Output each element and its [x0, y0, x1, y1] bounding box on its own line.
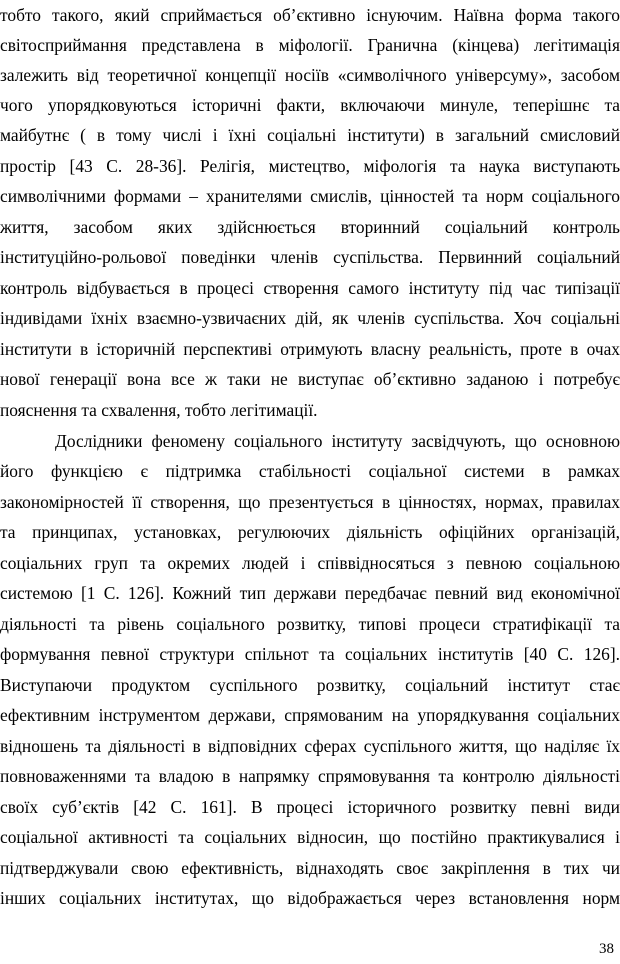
- text-line-19: соціальних груп та окремих людей і співвідносяться з певною соціальною: [0, 553, 620, 573]
- text-line-20: системою [1 С. 126]. Кожний тип держави передбачає певний вид економічної: [0, 583, 620, 603]
- text-line-14: пояснення та схвалення, тобто легітимації.: [0, 400, 318, 420]
- text-line-6: простір [43 С. 28-36]. Релігія, мистецтво, міфологія та наука виступають: [0, 156, 620, 176]
- text-line-28: соціальної активності та соціальних відносин, що постійно практикувалися і: [0, 827, 620, 847]
- text-line-24: ефективним інструментом держави, спрямованим на упорядкування соціальних: [0, 705, 620, 725]
- text-line-12: інститути в історичній перспективі отримують власну реальність, проте в очах: [0, 339, 620, 359]
- text-line-29: підтверджували свою ефективність, віднаходять своє закріплення в тих чи: [0, 858, 620, 878]
- page-number: 38: [599, 941, 614, 957]
- text-line-16: його функцією є підтримка стабільності соціальної системи в рамках: [0, 461, 620, 481]
- text-line-30: інших соціальних інститутах, що відображається через встановлення норм: [0, 888, 620, 908]
- text-line-4: чого упорядковуються історичні факти, включаючи минуле, теперішнє та: [0, 95, 620, 115]
- text-line-1: тобто такого, який сприймається об’єктивно існуючим. Наївна форма такого: [0, 5, 620, 25]
- text-line-5: майбутнє ( в тому числі і їхні соціальні інститути) в загальний смисловий: [0, 125, 620, 145]
- text-line-13: нової генерації вона все ж таки не виступає об’єктивно заданою і потребує: [0, 369, 620, 389]
- text-line-10: контроль відбувається в процесі створення самого інституту під час типізації: [0, 278, 620, 298]
- text-line-26: повноваженнями та владою в напрямку спрямовування та контролю діяльності: [0, 766, 620, 786]
- text-line-11: індивідами їхніх взаємно-узвичаєних дій, як членів суспільства. Хоч соціальні: [0, 308, 620, 328]
- text-line-18: та принципах, установках, регулюючих діяльність офіційних організацій,: [0, 522, 620, 542]
- text-line-23: Виступаючи продуктом суспільного розвитку, соціальний інститут стає: [0, 675, 620, 695]
- text-line-8: життя, засобом яких здійснюється вторинний соціальний контроль: [0, 217, 620, 237]
- text-line-9: інституційно-рольової поведінки членів суспільства. Первинний соціальний: [0, 247, 620, 267]
- text-line-2: світосприймання представлена в міфології. Гранична (кінцева) легітимація: [0, 35, 620, 55]
- text-line-15-paragraph-start: Дослідники феномену соціального інституту засвідчують, що основною: [55, 431, 620, 451]
- text-line-27: своїх суб’єктів [42 С. 161]. В процесі історичного розвитку певні види: [0, 797, 620, 817]
- text-line-3: залежить від теоретичної концепції носіїв «символічного універсуму», засобом: [0, 65, 620, 85]
- text-line-22: формування певної структури спільнот та соціальних інститутів [40 С. 126].: [0, 644, 620, 664]
- text-line-17: закономірностей її створення, що презентується в цінностях, нормах, правилах: [0, 492, 620, 512]
- text-line-21: діяльності та рівень соціального розвитку, типові процеси стратифікації та: [0, 614, 620, 634]
- text-line-25: відношень та діяльності в відповідних сферах суспільного життя, що наділяє їх: [0, 736, 620, 756]
- text-line-7: символічними формами – хранителями смислів, цінностей та норм соціального: [0, 186, 620, 206]
